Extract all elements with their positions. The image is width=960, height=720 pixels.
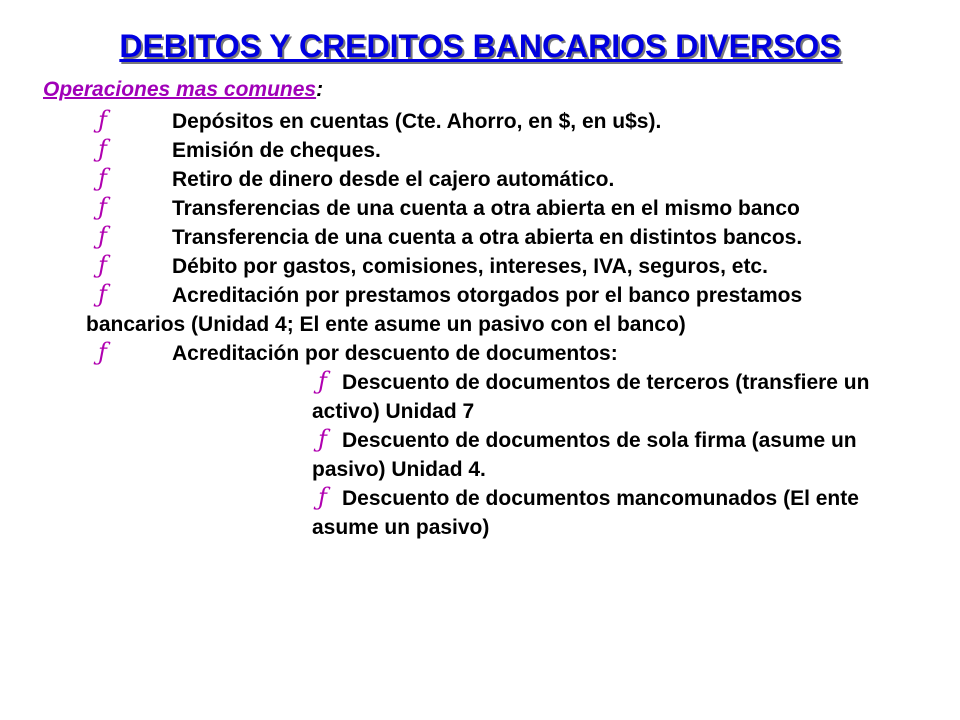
list-item-text: Transferencia de una cuenta a otra abierta en distintos bancos. bbox=[172, 226, 803, 249]
list-item bbox=[90, 339, 900, 368]
bullet-icon: ƒ bbox=[318, 483, 327, 511]
section-heading-colon: : bbox=[316, 78, 324, 101]
bullet-icon: ƒ bbox=[98, 222, 107, 250]
section-heading-text: Operaciones mas comunes bbox=[43, 78, 317, 101]
list-item-text: Acreditación por descuento de documentos: bbox=[172, 342, 618, 365]
sub-list-item-text: Descuento de documentos de terceros (transfiere un activo) Unidad 7 bbox=[312, 371, 870, 423]
list-item-text: Transferencias de una cuenta a otra abierta en el mismo banco bbox=[172, 197, 800, 220]
list-item bbox=[86, 281, 900, 339]
section-heading bbox=[43, 76, 323, 104]
list-item bbox=[86, 223, 900, 252]
slide-title: DEBITOS Y CREDITOS BANCARIOS DIVERSOS bbox=[119, 28, 841, 64]
list-item bbox=[90, 165, 900, 194]
sub-list-item bbox=[312, 426, 912, 484]
bullet-icon: ƒ bbox=[318, 367, 327, 395]
list-item bbox=[86, 252, 900, 281]
discount-sublist bbox=[312, 368, 912, 542]
list-item bbox=[86, 194, 900, 223]
list-item-text: Emisión de cheques. bbox=[172, 139, 381, 162]
list-item-text: Débito por gastos, comisiones, intereses, IVA, seguros, etc. bbox=[172, 255, 768, 278]
bullet-icon: ƒ bbox=[98, 280, 107, 308]
sub-list-item-text: Descuento de documentos mancomunados (El ente asume un pasivo) bbox=[312, 487, 859, 539]
list-item-text: Depósitos en cuentas (Cte. Ahorro, en $, en u$s). bbox=[172, 110, 662, 133]
list-item-text: Acreditación por prestamos otorgados por el banco prestamos bancarios (Unidad 4; El ente asume un pasivo con el banco) bbox=[86, 284, 803, 336]
bullet-icon: ƒ bbox=[98, 106, 107, 134]
sub-list-item bbox=[312, 484, 912, 542]
bullet-icon: ƒ bbox=[98, 251, 107, 279]
list-item-text: Retiro de dinero desde el cajero automático. bbox=[172, 168, 615, 191]
list-item bbox=[90, 136, 900, 165]
list-item bbox=[90, 107, 900, 136]
bullet-icon: ƒ bbox=[318, 425, 327, 453]
bullet-icon: ƒ bbox=[98, 338, 107, 366]
sub-list-item bbox=[312, 368, 912, 426]
bullet-icon: ƒ bbox=[98, 135, 107, 163]
bullet-icon: ƒ bbox=[98, 164, 107, 192]
operations-list bbox=[86, 106, 900, 542]
sub-list-item-text: Descuento de documentos de sola firma (asume un pasivo) Unidad 4. bbox=[312, 429, 857, 481]
bullet-icon: ƒ bbox=[98, 193, 107, 221]
